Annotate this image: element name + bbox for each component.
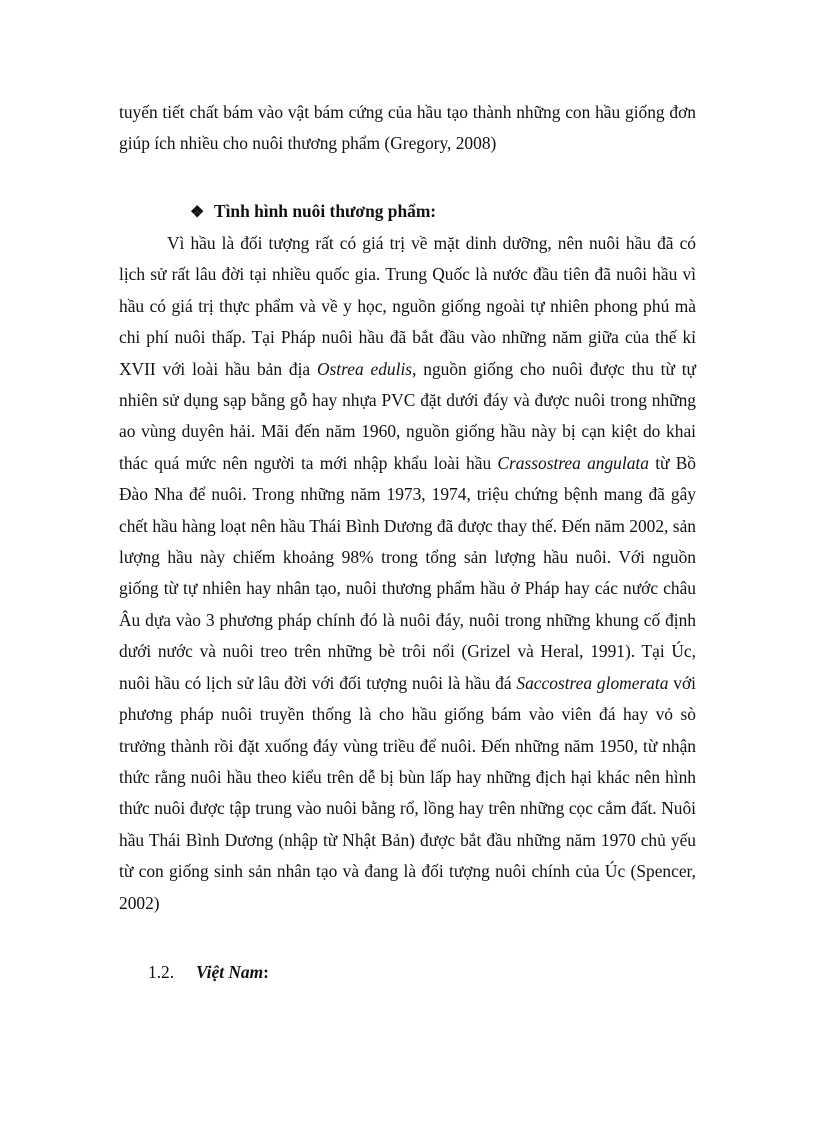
subheading-text: Tình hình nuôi thương phẩm: [214,201,437,221]
section-colon: : [263,962,269,982]
diamond-bullet-icon: ❖ [190,204,205,221]
paragraph-2-text-2: , nguồn giống cho nuôi được thu từ tự nhiên sử dụng sạp bằng gỗ hay nhựa PVC đặt dưới đáy và được nuôi trong những ao vùng duyên hải. Mãi đến năm 1960, nguồn giống hầu này bị cạn kiệt do khai thác quá mức nên người ta mới nhập khẩu loài hầu [119,358,696,473]
paragraph-1: tuyến tiết chất bám vào vật bám cứng của hầu tạo thành những con hầu giống đơn giúp ích nhiều cho nuôi thương phẩm (Gregory, 2008) [119,102,696,154]
section-number: 1.2. [148,962,175,982]
section-heading [148,957,269,988]
paragraph-2 [119,228,696,919]
species-crassostrea-angulata: Crassostrea angulata [497,452,649,473]
species-ostrea-edulis: Ostrea edulis [316,358,413,379]
paragraph-2-text-1: Vì hầu là đối tượng rất có giá trị về mặt dinh dưỡng, nên nuôi hầu đã có lịch sử rất lâu đời tại nhiều quốc gia. Trung Quốc là nước đầu tiên đã nuôi hầu vì hầu có giá trị thực phẩm và về y học, nguồn giống ngoài tự nhiên phong phú mà chi phí nuôi thấp. Tại Pháp nuôi hầu đã bắt đầu vào những năm giữa của thế kỉ XVII với loài hầu bản địa [119,233,696,379]
species-saccostrea-glomerata: Saccostrea glomerata [516,672,669,693]
paragraph-2-text-4: với phương pháp nuôi truyền thống là cho hầu giống bám vào viên đá hay vỏ sò trưởng thành rồi đặt xuống đáy vùng triều để nuôi. Đến những năm 1950, từ nhận thức rằng nuôi hầu theo kiểu trên dễ bị bùn lấp hay những địch hại khác nên hình thức nuôi được tập trung vào nuôi bằng rổ, lồng hay trên những cọc cắm đất. Nuôi hầu Thái Bình Dương (nhập từ Nhật Bản) được bắt đầu những năm 1970 chủ yếu từ con giống sinh sản nhân tạo và đang là đối tượng nuôi chính của Úc (Spencer, 2002) [119,672,696,913]
paragraph-2-text-3: từ Bồ Đào Nha để nuôi. Trong những năm 1973, 1974, triệu chứng bệnh mang đã gây chết hầu hàng loạt nên hầu Thái Bình Dương đã được thay thế. Đến năm 2002, sản lượng hầu này chiếm khoảng 98% trong tổng sản lượng hầu nuôi. Với nguồn giống từ tự nhiên hay nhân tạo, nuôi thương phẩm hầu ở Pháp hay các nước châu Âu dựa vào 3 phương pháp chính đó là nuôi đáy, nuôi trong những khung cố định dưới nước và nuôi treo trên những bè trôi nổi (Grizel và Heral, 1991). Tại Úc, nuôi hầu có lịch sử lâu đời với đối tượng nuôi là hầu đá [119,452,696,693]
section-title: Việt Nam [196,962,264,982]
subheading [190,196,436,228]
